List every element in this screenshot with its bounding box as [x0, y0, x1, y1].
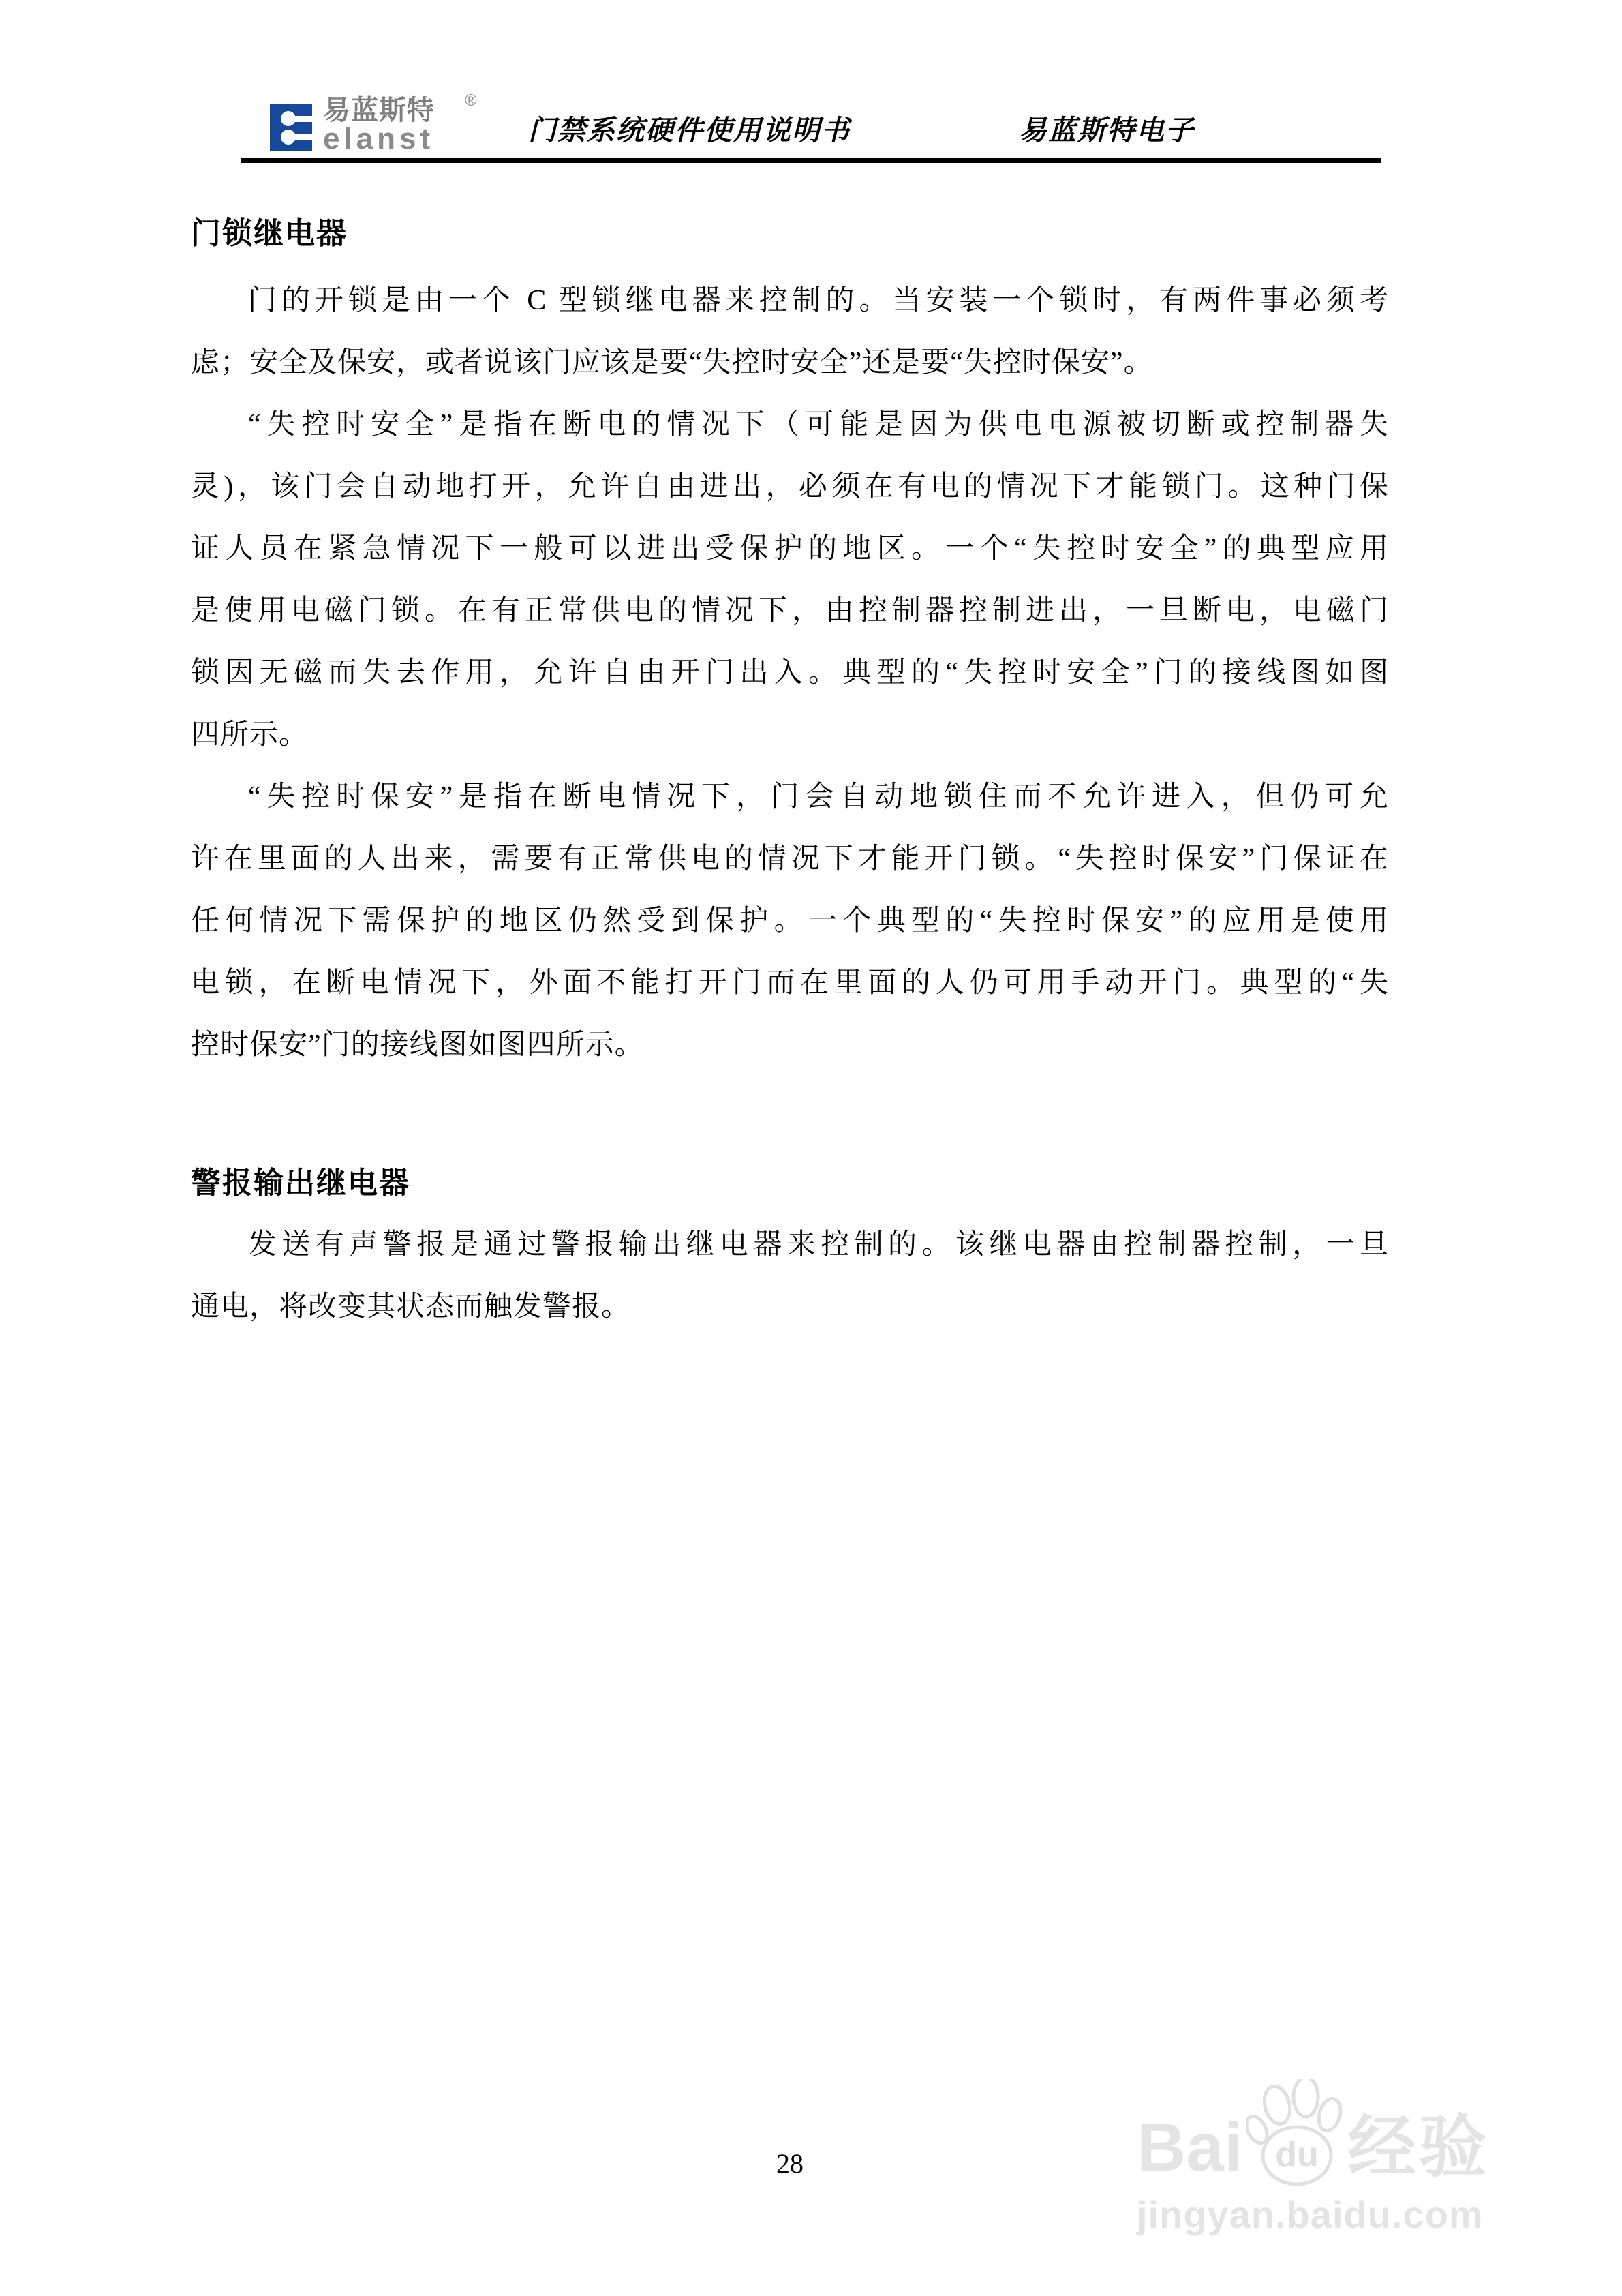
watermark-jingyan-text: 经验 — [1347, 2109, 1490, 2186]
baidu-paw-icon — [1246, 2079, 1348, 2188]
logo-text — [323, 91, 477, 155]
paragraph-line: 门的开锁是由一个 C 型锁继电器来控制的。当安装一个锁时，有两件事必须考 — [248, 285, 1389, 316]
paragraph-line: 通电，将改变其状态而触发警报。 — [191, 1291, 631, 1323]
paragraph-line: 是使用电磁门锁。在有正常供电的情况下，由控制器控制进出，一旦断电，电磁门 — [191, 595, 1389, 626]
section-gap — [191, 1076, 1389, 1152]
paragraph-line: 灵)，该门会自动地打开，允许自由进出，必须在有电的情况下才能锁门。这种门保 — [191, 471, 1389, 502]
watermark-bai-text: Bai — [1137, 2109, 1243, 2186]
paragraph-line: 电锁，在断电情况下，外面不能打开门而在里面的人仍可用手动开门。典型的“失 — [191, 967, 1389, 999]
paragraph-line: 四所示。 — [191, 719, 309, 751]
company-logo — [270, 91, 477, 161]
paragraph-line: 任何情况下需保护的地区仍然受到保护。一个典型的“失控时保安”的应用是使用 — [191, 905, 1389, 937]
watermark-du-text: du — [1274, 2135, 1319, 2175]
registered-trademark-icon: ® — [465, 91, 477, 110]
page-number: 28 — [776, 2148, 804, 2179]
paragraph-line: 许在里面的人出来，需要有正常供电的情况下才能开门锁。“失控时保安”门保证在 — [191, 843, 1389, 875]
paragraph-line: 虑；安全及保安，或者说该门应该是要“失控时安全”还是要“失控时保安”。 — [191, 347, 1153, 378]
paragraph-line: 证人员在紧急情况下一般可以进出受保护的地区。一个“失控时安全”的典型应用 — [191, 533, 1389, 564]
paragraph-line: “失控时保安”是指在断电情况下，门会自动地锁住而不允许进入，但仍可允 — [248, 781, 1389, 813]
header-rule — [241, 158, 1381, 163]
section-heading-alarm-output-relay: 警报输出继电器 — [191, 1166, 410, 1200]
paragraph-line: 发送有声警报是通过警报输出继电器来控制的。该继电器由控制器控制，一旦 — [248, 1229, 1389, 1260]
document-body — [191, 270, 1389, 1338]
section-heading-door-lock-relay: 门锁继电器 — [191, 217, 348, 250]
paragraph-line: 锁因无磁而失去作用，允许自由开门出入。典型的“失控时安全”门的接线图如图 — [191, 657, 1389, 689]
header-company-name: 易蓝斯特电子 — [1019, 115, 1195, 146]
logo-brand-cn: 易蓝斯特 — [323, 95, 435, 125]
baidu-jingyan-watermark — [1137, 2079, 1573, 2237]
watermark-brand-row — [1137, 2079, 1573, 2188]
watermark-url: jingyan.baidu.com — [1137, 2193, 1484, 2236]
header-doc-title: 门禁系统硬件使用说明书 — [528, 115, 851, 146]
logo-mark-icon — [270, 104, 322, 151]
logo-brand-en: elanst — [323, 122, 435, 155]
paragraph-line: 控时保安”门的接线图如图四所示。 — [191, 1029, 644, 1061]
paragraph-line: “失控时安全”是指在断电的情况下（可能是因为供电电源被切断或控制器失 — [248, 409, 1389, 440]
